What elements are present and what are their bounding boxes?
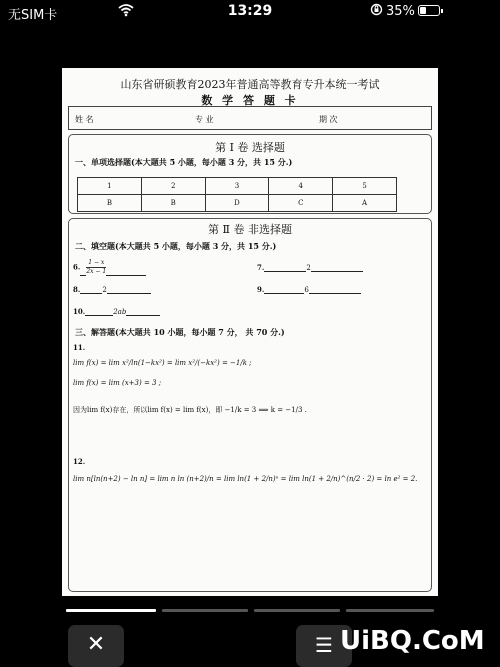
fill-answer-9: 9. 6	[257, 285, 361, 294]
table-cell: A	[333, 195, 397, 212]
page-indicator-1[interactable]	[66, 609, 156, 612]
question-number: 11.	[73, 343, 86, 352]
part1-heading: 第 Ⅰ 卷 选择题	[215, 141, 285, 154]
battery-fill	[420, 7, 426, 14]
table-cell: C	[269, 195, 333, 212]
fraction: $\frac{1 - x}{2x - 1}$	[86, 259, 107, 275]
table-row	[78, 195, 397, 212]
exam-title: 山东省研硕教育2023年普通高等教育专升本统一考试	[120, 78, 380, 91]
table-cell: 5	[333, 178, 397, 195]
close-button[interactable]	[68, 625, 124, 667]
table-cell: B	[78, 195, 142, 212]
page-indicator-2[interactable]	[162, 609, 248, 612]
part2-section	[68, 218, 432, 592]
fill-answer-7: 7. 2	[257, 263, 363, 272]
table-cell: 2	[141, 178, 205, 195]
fill-heading: 二、填空题(本大题共 5 小题，每小题 3 分，共 15 分.)	[75, 241, 277, 251]
answer-sheet-page[interactable]	[62, 68, 438, 596]
table-cell: D	[205, 195, 269, 212]
close-icon: ✕	[86, 632, 106, 657]
part1-subheading: 一、单项选择题(本大题共 5 小题，每小题 3 分，共 15 分.)	[75, 157, 293, 167]
solution-11-line-2: lim f(x) = lim (x+3) = 3 ;	[73, 379, 162, 387]
table-cell: 4	[269, 178, 333, 195]
fill-answer-6	[73, 259, 146, 276]
battery-percent: 35%	[386, 4, 415, 19]
orientation-lock-icon	[370, 3, 383, 20]
name-label: 姓 名	[75, 115, 94, 124]
site-watermark: UiBQ.CoM	[340, 626, 485, 656]
solution-12-line-1: lim n[ln(n+2) − ln n] = lim n ln (n+2)/n = lim ln(1 + 2/n)ⁿ = lim ln(1 + 2/n)^(n/2 · 2) = ln e² = 2.	[73, 475, 418, 483]
page-indicator-4[interactable]	[346, 609, 434, 612]
battery-nub	[441, 9, 443, 13]
solve-heading: 三、解答题(本大题共 10 小题，每小题 7 分， 共 70 分.)	[75, 327, 285, 337]
solution-11-line-1: lim f(x) = lim x²/ln(1−kx²) = lim x²/(−kx²) = −1/k ;	[73, 359, 252, 367]
sheet-subtitle: 数 学 答 题 卡	[201, 94, 299, 107]
table-cell: B	[141, 195, 205, 212]
table-cell: 1	[78, 178, 142, 195]
battery-icon	[418, 5, 440, 16]
part2-heading: 第 Ⅱ 卷 非选择题	[208, 223, 292, 236]
menu-icon: ☰	[315, 633, 333, 657]
table-cell: 3	[205, 178, 269, 195]
answer-table	[77, 177, 397, 212]
clock: 13:29	[227, 3, 273, 19]
page-indicator-3[interactable]	[254, 609, 340, 612]
question-number: 12.	[73, 457, 86, 466]
student-info-box	[68, 106, 432, 130]
major-label: 专 业	[195, 115, 214, 124]
carrier-label: 无SIM卡	[8, 8, 58, 23]
solution-11-line-3: 因为lim f(x)存在，所以lim f(x) = lim f(x)，即 −1/k = 3 ⟹ k = −1/3 .	[73, 406, 307, 414]
status-bar	[0, 0, 500, 24]
part1-section	[68, 134, 432, 214]
table-row	[78, 178, 397, 195]
question-number: 6.	[73, 262, 81, 272]
fill-answer-10: 10. 2ab	[73, 307, 160, 316]
period-label: 期 次	[319, 115, 338, 124]
fill-answer-8: 8. 2	[73, 285, 151, 294]
